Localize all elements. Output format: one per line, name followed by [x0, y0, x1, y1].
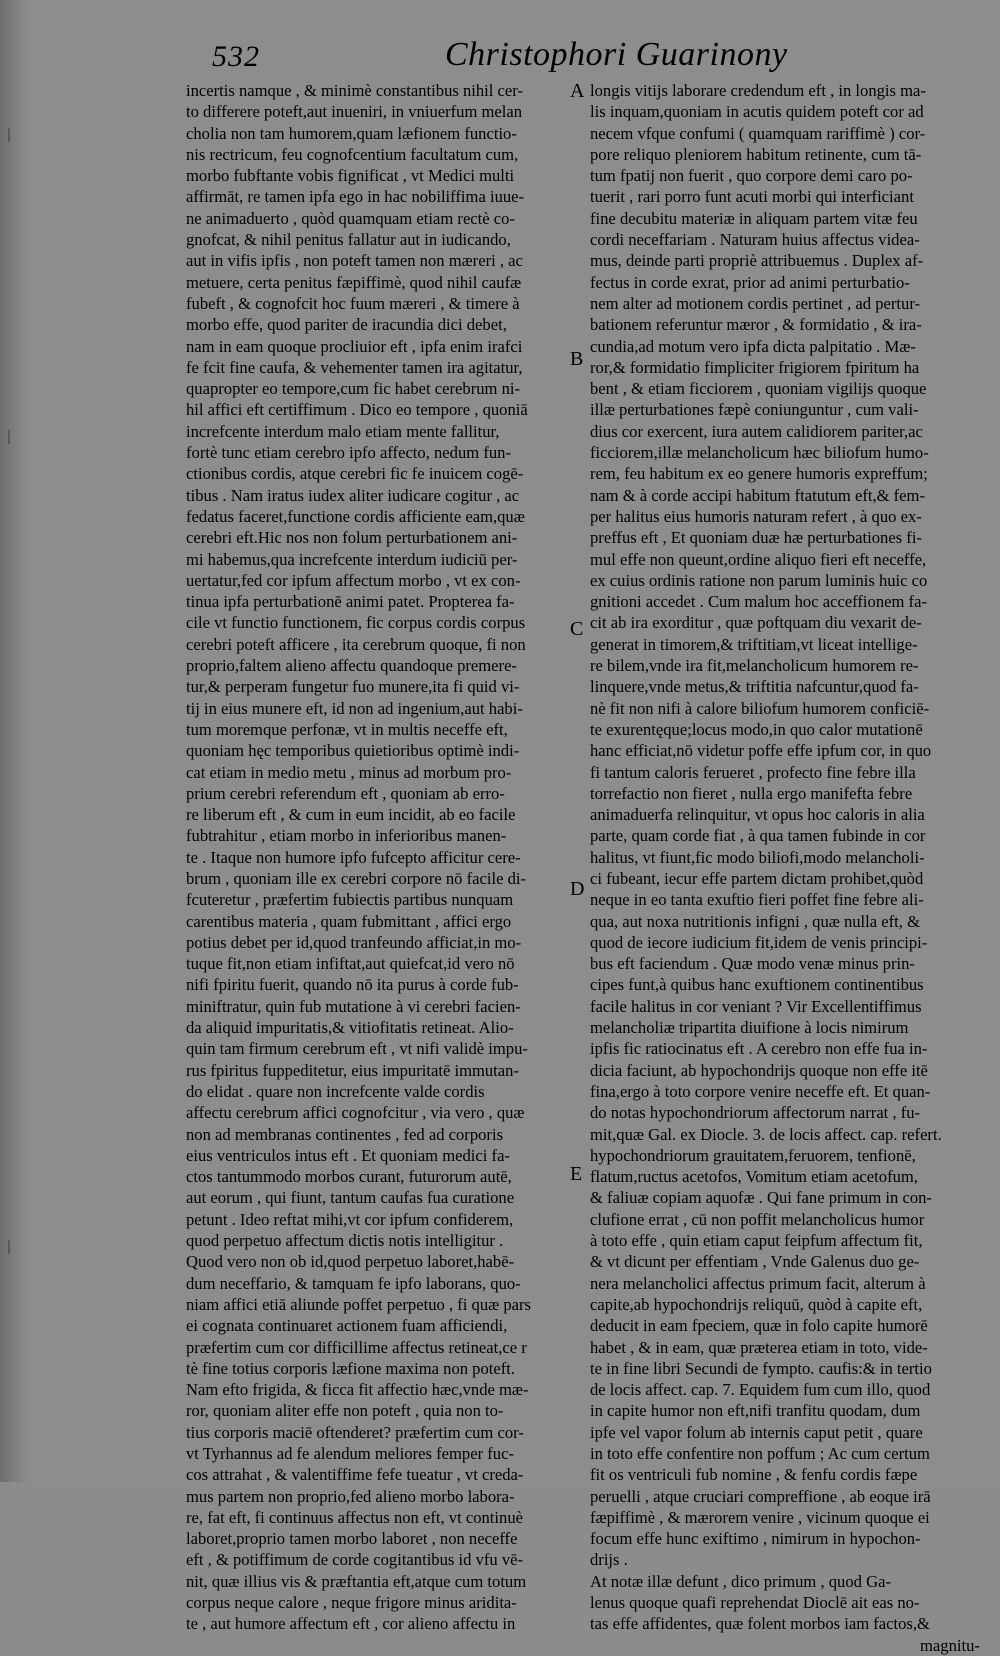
- text-line: increfcente interdum malo etiam mente fallitur,: [186, 421, 500, 441]
- text-line: te . Itaque non humore ipfo fufcepto afficitur cere-: [186, 847, 521, 867]
- text-line: fubeft , & cognofcit hoc fuum mæreri , & timere à: [186, 293, 520, 313]
- text-line: nera melancholici affectus primum facit, alterum à: [590, 1273, 926, 1293]
- text-line: fe fcit fine caufa, & vehementer tamen ira agitatur,: [186, 357, 523, 377]
- text-line: rus fpiritus fuppeditetur, eius impuritatē immutan-: [186, 1060, 519, 1080]
- text-line: nifi fpiritu fuerit, quando nō ita purus à corde fub-: [186, 975, 519, 995]
- text-line: neque in eo tanta exuftio fieri poffet fine febre ali-: [590, 890, 924, 910]
- text-line: nem alter ad motionem cordis pertinet , ad pertur-: [590, 293, 921, 313]
- text-line: pore reliquo pleniorem habitum retinente, cum tā-: [590, 144, 922, 164]
- text-line: melancholiæ tripartita diuifione à locis nimirum: [590, 1018, 909, 1038]
- text-line: petunt . Ideo reftat mihi,vt cor ipfum confiderem,: [186, 1209, 514, 1229]
- text-line: tuque fit,non etiam infiftat,aut quiefcat,id vero nō: [186, 954, 515, 974]
- text-line: necem vfque confumi ( quamquam rariffimè ) cor-: [590, 123, 926, 143]
- text-line: à toto effe , quin etiam caput feipfum affectum fit,: [590, 1231, 923, 1251]
- text-line: quin tam firmum cerebrum eft , vt nifi validè impu-: [186, 1039, 528, 1059]
- text-line: eft , & potiffimum de corde cogitantibus id vfu vē-: [186, 1550, 524, 1570]
- text-line: quod de iecore iudicium fit,idem de venis principi-: [590, 932, 928, 952]
- text-line: nam in eam quoque procliuior eft , ipfa enim irafci: [186, 336, 523, 356]
- running-head: Christophori Guarinony: [445, 36, 788, 73]
- text-line: lenus quoque quafi reprehendat Dioclē ait eas no-: [590, 1593, 920, 1613]
- text-line: morbo effe, quod pariter de iracundia dici debet,: [186, 315, 507, 335]
- text-line: clufione errat , cū non poffit melancholicus humor: [590, 1209, 925, 1229]
- text-line: preffus eft , Et quoniam duæ hæ perturbationes fi-: [590, 528, 922, 548]
- text-line: fi tantum caloris ferueret , profecto fine febre illa: [590, 762, 916, 782]
- text-line: tum moremque perfonæ, vt in multis neceffe eft,: [186, 719, 508, 739]
- margin-marker-b: B: [570, 348, 584, 370]
- text-line: tius corporis maciē oftenderet? præfertim cum cor-: [186, 1422, 524, 1442]
- margin-marker-a: A: [570, 80, 585, 102]
- text-line: ficciorem,illæ melancholicum hæc biliofum humo-: [590, 443, 929, 463]
- text-line: bus eft faciendum . Quæ modo venæ minus prin-: [590, 954, 915, 974]
- text-line: te in fine libri Secundi de fympto. caufis:& in tertio: [590, 1358, 932, 1378]
- text-line: affirmāt, re tamen ipfa ego in hac nobiliffima iuue-: [186, 187, 525, 207]
- text-line: longis vitijs laborare credendum eft , in longis ma-: [590, 81, 926, 100]
- text-line: de locis affect. cap. 7. Equidem fum cum illo, quod: [590, 1380, 931, 1400]
- text-line: nit, quæ illius vis & præftantia eft,atque cum totum: [186, 1571, 527, 1591]
- text-line: proprio,faltem alieno affectu quandoque premere-: [186, 656, 517, 676]
- text-line: peruelli , atque cruciari compreffione , ab eoque irā: [590, 1486, 931, 1506]
- binding-mark: [8, 1240, 10, 1254]
- text-line: te , aut humore affectum eft , cor alieno affectu in: [186, 1614, 516, 1634]
- text-line: quapropter eo tempore,cum fic habet cerebrum ni-: [186, 379, 521, 399]
- text-line: ne animaduerto , quòd quamquam etiam rectè co-: [186, 208, 515, 228]
- text-line: parte, quam corde fiat , à qua tamen fubinde in cor: [590, 826, 926, 846]
- text-line: tur,& perperam fungetur fuo munere,ita fi quid vi-: [186, 677, 520, 697]
- text-line: do notas hypochondriorum affectorum narrat , fu-: [590, 1103, 921, 1123]
- text-line: mul effe non queunt,ordine aliquo fieri eft neceffe,: [590, 549, 927, 569]
- text-line: prium cerebri referendum eft , quoniam ab erro-: [186, 783, 505, 803]
- text-line: quoniam hęc temporibus quietioribus optimè indi-: [186, 741, 520, 761]
- text-line: eius ventriculos intus eft . Et quoniam medici fa-: [186, 1145, 510, 1165]
- text-line: gnofcat, & nihil penitus fallatur aut in iudicando,: [186, 230, 511, 250]
- text-line: re liberum eft , & cum in eum incidit, ab eo facile: [186, 805, 516, 825]
- text-line: mus partem non proprio,fed alieno morbo labora-: [186, 1486, 515, 1506]
- text-line: fit os ventriculi fub nomine , & fenfu cordis fæpe: [590, 1465, 918, 1485]
- text-line: laboret,proprio tamen morbo laboret , non neceffe: [186, 1529, 518, 1549]
- text-line: drijs .: [590, 1550, 628, 1570]
- text-line: dum neceffario, & tamquam fe ipfo laborans, quo-: [186, 1273, 521, 1293]
- text-line: in capite humor non eft,nifi tranfitu quodam, dum: [590, 1401, 921, 1421]
- text-line: dius cor exercent, iura autem calidiorem pariter,ac: [590, 421, 923, 441]
- text-line: quod perpetuo affectum dictis notis intelligitur .: [186, 1231, 504, 1251]
- text-line: nè fit non nifi à calore biliofum humorem conficiē-: [590, 698, 930, 718]
- text-line: ctos tantummodo morbos curant, futurorum autē,: [186, 1167, 512, 1187]
- text-line: hypochondriorum grauitatem,feruorem, tenfionē,: [590, 1145, 916, 1165]
- text-line: halitus, vt fiunt,fic modo biliofi,modo melancholi-: [590, 847, 925, 867]
- text-line: cholia non tam humorem,quam læfionem functio-: [186, 123, 517, 143]
- text-line: habet , & in eam, quæ præterea etiam in toto, vide-: [590, 1337, 928, 1357]
- binding-mark: [8, 128, 10, 142]
- text-line: fcuteretur , præfertim fubiectis partibus nunquam: [186, 890, 514, 910]
- page-number: 532: [212, 40, 260, 73]
- text-line: cerebri poteft afficere , ita cerebrum quoque, fi non: [186, 634, 526, 654]
- text-line: morbo fubftante vobis fignificat , vt Medici multi: [186, 166, 515, 186]
- text-line: & faliuæ copiam aquofæ . Qui fane primum in con-: [590, 1188, 932, 1208]
- text-line: lis inquam,quoniam in acutis quidem poteft cor ad: [590, 102, 924, 122]
- text-line: incertis namque , & minimè constantibus nihil cer-: [186, 81, 523, 100]
- text-line: cipes funt,à quibus hanc exuftionem continentibus: [590, 975, 924, 995]
- text-line: re bilem,vnde ira fit,melancholicum humorem re-: [590, 656, 919, 676]
- text-line: affectu cerebrum affici cognofcitur , via vero , quæ: [186, 1103, 525, 1123]
- text-line: magnitu-: [920, 1635, 980, 1655]
- text-line: fortè tunc etiam cerebro ipfo affecto, nedum fun-: [186, 443, 511, 463]
- text-line: fubtrahitur , etiam morbo in inferioribus manen-: [186, 826, 507, 846]
- text-line: corpus neque calore , neque frigore minus aridita-: [186, 1593, 517, 1613]
- text-line: rem, feu habitum ex eo genere humoris expreffum;: [590, 464, 928, 484]
- text-line: mi habemus,qua increfcente interdum iudiciū per-: [186, 549, 518, 569]
- text-line: to differere poteft,aut inueniri, in vniuerfum melan: [186, 102, 523, 122]
- text-line: gnitioni accedet . Cum malum hoc acceffionem fa-: [590, 592, 927, 612]
- text-line: tinua ipfa perturbationē animi patet. Propterea fa-: [186, 592, 515, 612]
- text-line: dicia faciunt, ab hypochondrijs quoque non effe itē: [590, 1060, 928, 1080]
- text-line: fina,ergo à toto corpore venire neceffe eft. Et quan-: [590, 1081, 931, 1101]
- text-line: bationem referuntur mæror , & formidatio , & ira-: [590, 315, 922, 335]
- text-line: qua, aut noxa nutritionis infigni , quæ nulla eft, &: [590, 911, 920, 931]
- text-line: aut in vifis ipfis , non poteft tamen non mæreri , ac: [186, 251, 523, 271]
- text-line: fine decubitu materiæ in aliquam partem vitæ feu: [590, 208, 918, 228]
- text-line: non ad membranas continentes , fed ad corporis: [186, 1124, 504, 1144]
- text-line: tas effe affidentes, quæ folent morbos iam factos,&: [590, 1614, 930, 1634]
- text-line: potius debet per id,quod tranfeundo afficiat,in mo-: [186, 932, 522, 952]
- text-line: torrefactio non fieret , nulla ergo manifefta febre: [590, 783, 913, 803]
- text-line: ex cuius ordinis ratione non parum luminis huic co: [590, 570, 928, 590]
- text-line: bent , & etiam ficciorem , quoniam vigilijs quoque: [590, 379, 927, 399]
- text-line: deducit in eam fpeciem, quæ in folo capite humorē: [590, 1316, 928, 1336]
- text-line: aut eorum , qui fiunt, tantum caufas fua curatione: [186, 1188, 515, 1208]
- text-line: ror, quoniam aliter effe non poteft , quia non to-: [186, 1401, 504, 1421]
- text-line: niam affici etiā aliunde poffet perpetuo , fi quæ pars: [186, 1294, 531, 1314]
- text-line: cundia,ad motum vero ipfa dicta palpitatio . Mæ-: [590, 336, 916, 356]
- text-line: nis rectricum, feu cognofcentium facultatum cum,: [186, 144, 519, 164]
- text-line: per halitus eius humoris naturam refert , à quo ex-: [590, 506, 922, 526]
- text-line: cile vt functio functionem, fic corpus cordis corpus: [186, 613, 526, 633]
- text-line: cerebri eft.Hic nos non folum perturbationem ani-: [186, 528, 518, 548]
- text-line: illæ perturbationes fæpè coniunguntur , cum vali-: [590, 400, 919, 420]
- text-line: mit,quæ Gal. ex Diocle. 3. de locis affect. cap. refert.: [590, 1124, 942, 1144]
- text-line: linquere,vnde metus,& triftitia nafcuntur,quod fa-: [590, 677, 919, 697]
- text-line: Quod vero non ob id,quod perpetuo laboret,habē-: [186, 1252, 515, 1272]
- right-text-column: [590, 80, 980, 1656]
- page-edge-shadow: [0, 0, 28, 1482]
- text-line: miniftratur, quin fub mutatione à vi cerebri facien-: [186, 996, 521, 1016]
- text-line: cit ab ira exorditur , quæ poftquam diu vexarit de-: [590, 613, 922, 633]
- margin-marker-e: E: [570, 1163, 583, 1185]
- text-line: generat in timorem,& triftitiam,vt liceat intellige-: [590, 634, 918, 654]
- text-line: cordi neceffariam . Naturam huius affectus videa-: [590, 230, 920, 250]
- binding-mark: [8, 430, 10, 444]
- text-line: tibus . Nam iratus iudex aliter iudicare cogitur , ac: [186, 485, 520, 505]
- text-line: ci fubeant, iecur effe partem dictam prohibet,quòd: [590, 868, 924, 888]
- text-line: focum effe hunc exiftimo , nimirum in hypochon-: [590, 1529, 921, 1549]
- text-line: cos attrahat , & valentiffime fefe tueatur , vt creda-: [186, 1465, 524, 1485]
- text-line: ctionibus cordis, atque cerebri fic fe inuicem cogē-: [186, 464, 524, 484]
- margin-marker-c: C: [570, 618, 584, 640]
- left-text-column: [186, 80, 566, 1635]
- text-line: Nam efto frigida, & ficca fit affectio hæc,vnde mæ-: [186, 1380, 529, 1400]
- text-line: facile halitus in cor veniant ? Vir Excellentiffimus: [590, 996, 922, 1016]
- text-line: mus, deinde parti propriè attribuemus . Duplex af-: [590, 251, 924, 271]
- text-line: tij in eius munere eft, id non ad ingenium,aut habi-: [186, 698, 523, 718]
- text-line: ror,& formidatio fimpliciter frigiorem fpiritum ha: [590, 357, 920, 377]
- text-line: da aliquid impuritatis,& vitiofitatis retineat. Alio-: [186, 1018, 514, 1038]
- text-line: fæpiffimè , & mærorem venire , vicinum quoque ei: [590, 1507, 930, 1527]
- margin-marker-d: D: [570, 878, 585, 900]
- text-line: metuere, certa penitus fæpiffimè, quod nihil caufæ: [186, 272, 522, 292]
- text-line: vt Tyrhannus ad fe alendum meliores femper fuc-: [186, 1444, 514, 1463]
- text-line: ipfis fic ratiocinatus eft . A cerebro non effe fua in-: [590, 1039, 928, 1059]
- text-line: & vt dicunt per effentiam , Vnde Galenus duo ge-: [590, 1252, 920, 1272]
- text-line: flatum,ructus acetofos, Vomitum etiam acetofum,: [590, 1167, 918, 1187]
- text-line: fedatus faceret,functione cordis afficiente eam,quæ: [186, 506, 525, 526]
- text-line: At notæ illæ defunt , dico primum , quod Ga-: [590, 1571, 891, 1591]
- text-line: nam & à corde accipi habitum ftatutum eft,& fem-: [590, 485, 925, 505]
- text-line: carentibus materia , quam fubmittant , affici ergo: [186, 911, 512, 931]
- text-line: cat etiam in medio metu , minus ad morbum pro-: [186, 762, 512, 782]
- text-line: ipfe vel vapor folum ab internis caput petit , quare: [590, 1422, 923, 1442]
- text-line: in toto effe confentire non poffum ; Ac cum certum: [590, 1444, 930, 1463]
- text-line: tè fine totius corporis læfione maxima non poteft.: [186, 1358, 516, 1378]
- text-line: capite,ab hypochondrijs reliquū, quòd à capite eft,: [590, 1294, 923, 1314]
- text-line: animaduerfa relinquitur, vt opus hoc caloris in alia: [590, 805, 925, 825]
- text-line: tum fpatij non fuerit , quo corpore demi caro po-: [590, 166, 913, 186]
- text-line: fectus in corde exrat, prior ad animi perturbatio-: [590, 272, 910, 292]
- text-line: hil affici eft certiffimum . Dico eo tempore , quoniā: [186, 400, 528, 420]
- text-line: ei cognata continuaret actionem fuam afficiendi,: [186, 1316, 508, 1336]
- text-line: do elidat . quare non increfcente valde cordis: [186, 1081, 485, 1101]
- text-line: te exurentęque;locus modo,in quo calor mutationē: [590, 719, 923, 739]
- text-line: hanc efficiat,nō videtur poffe effe ipfum cor, in quo: [590, 741, 932, 761]
- text-line: uertatur,fed cor ipfum affectum morbo , vt ex con-: [186, 570, 521, 590]
- text-line: tuerit , rari porro funt acuti morbi qui interficiant: [590, 187, 914, 207]
- text-line: brum , quoniam ille ex cerebri corpore nō facile di-: [186, 868, 527, 888]
- text-line: re, fat eft, fi continuus affectus non eft, vt continuè: [186, 1507, 523, 1527]
- text-line: præfertim cum cor difficillime affectus retineat,ce r: [186, 1337, 527, 1357]
